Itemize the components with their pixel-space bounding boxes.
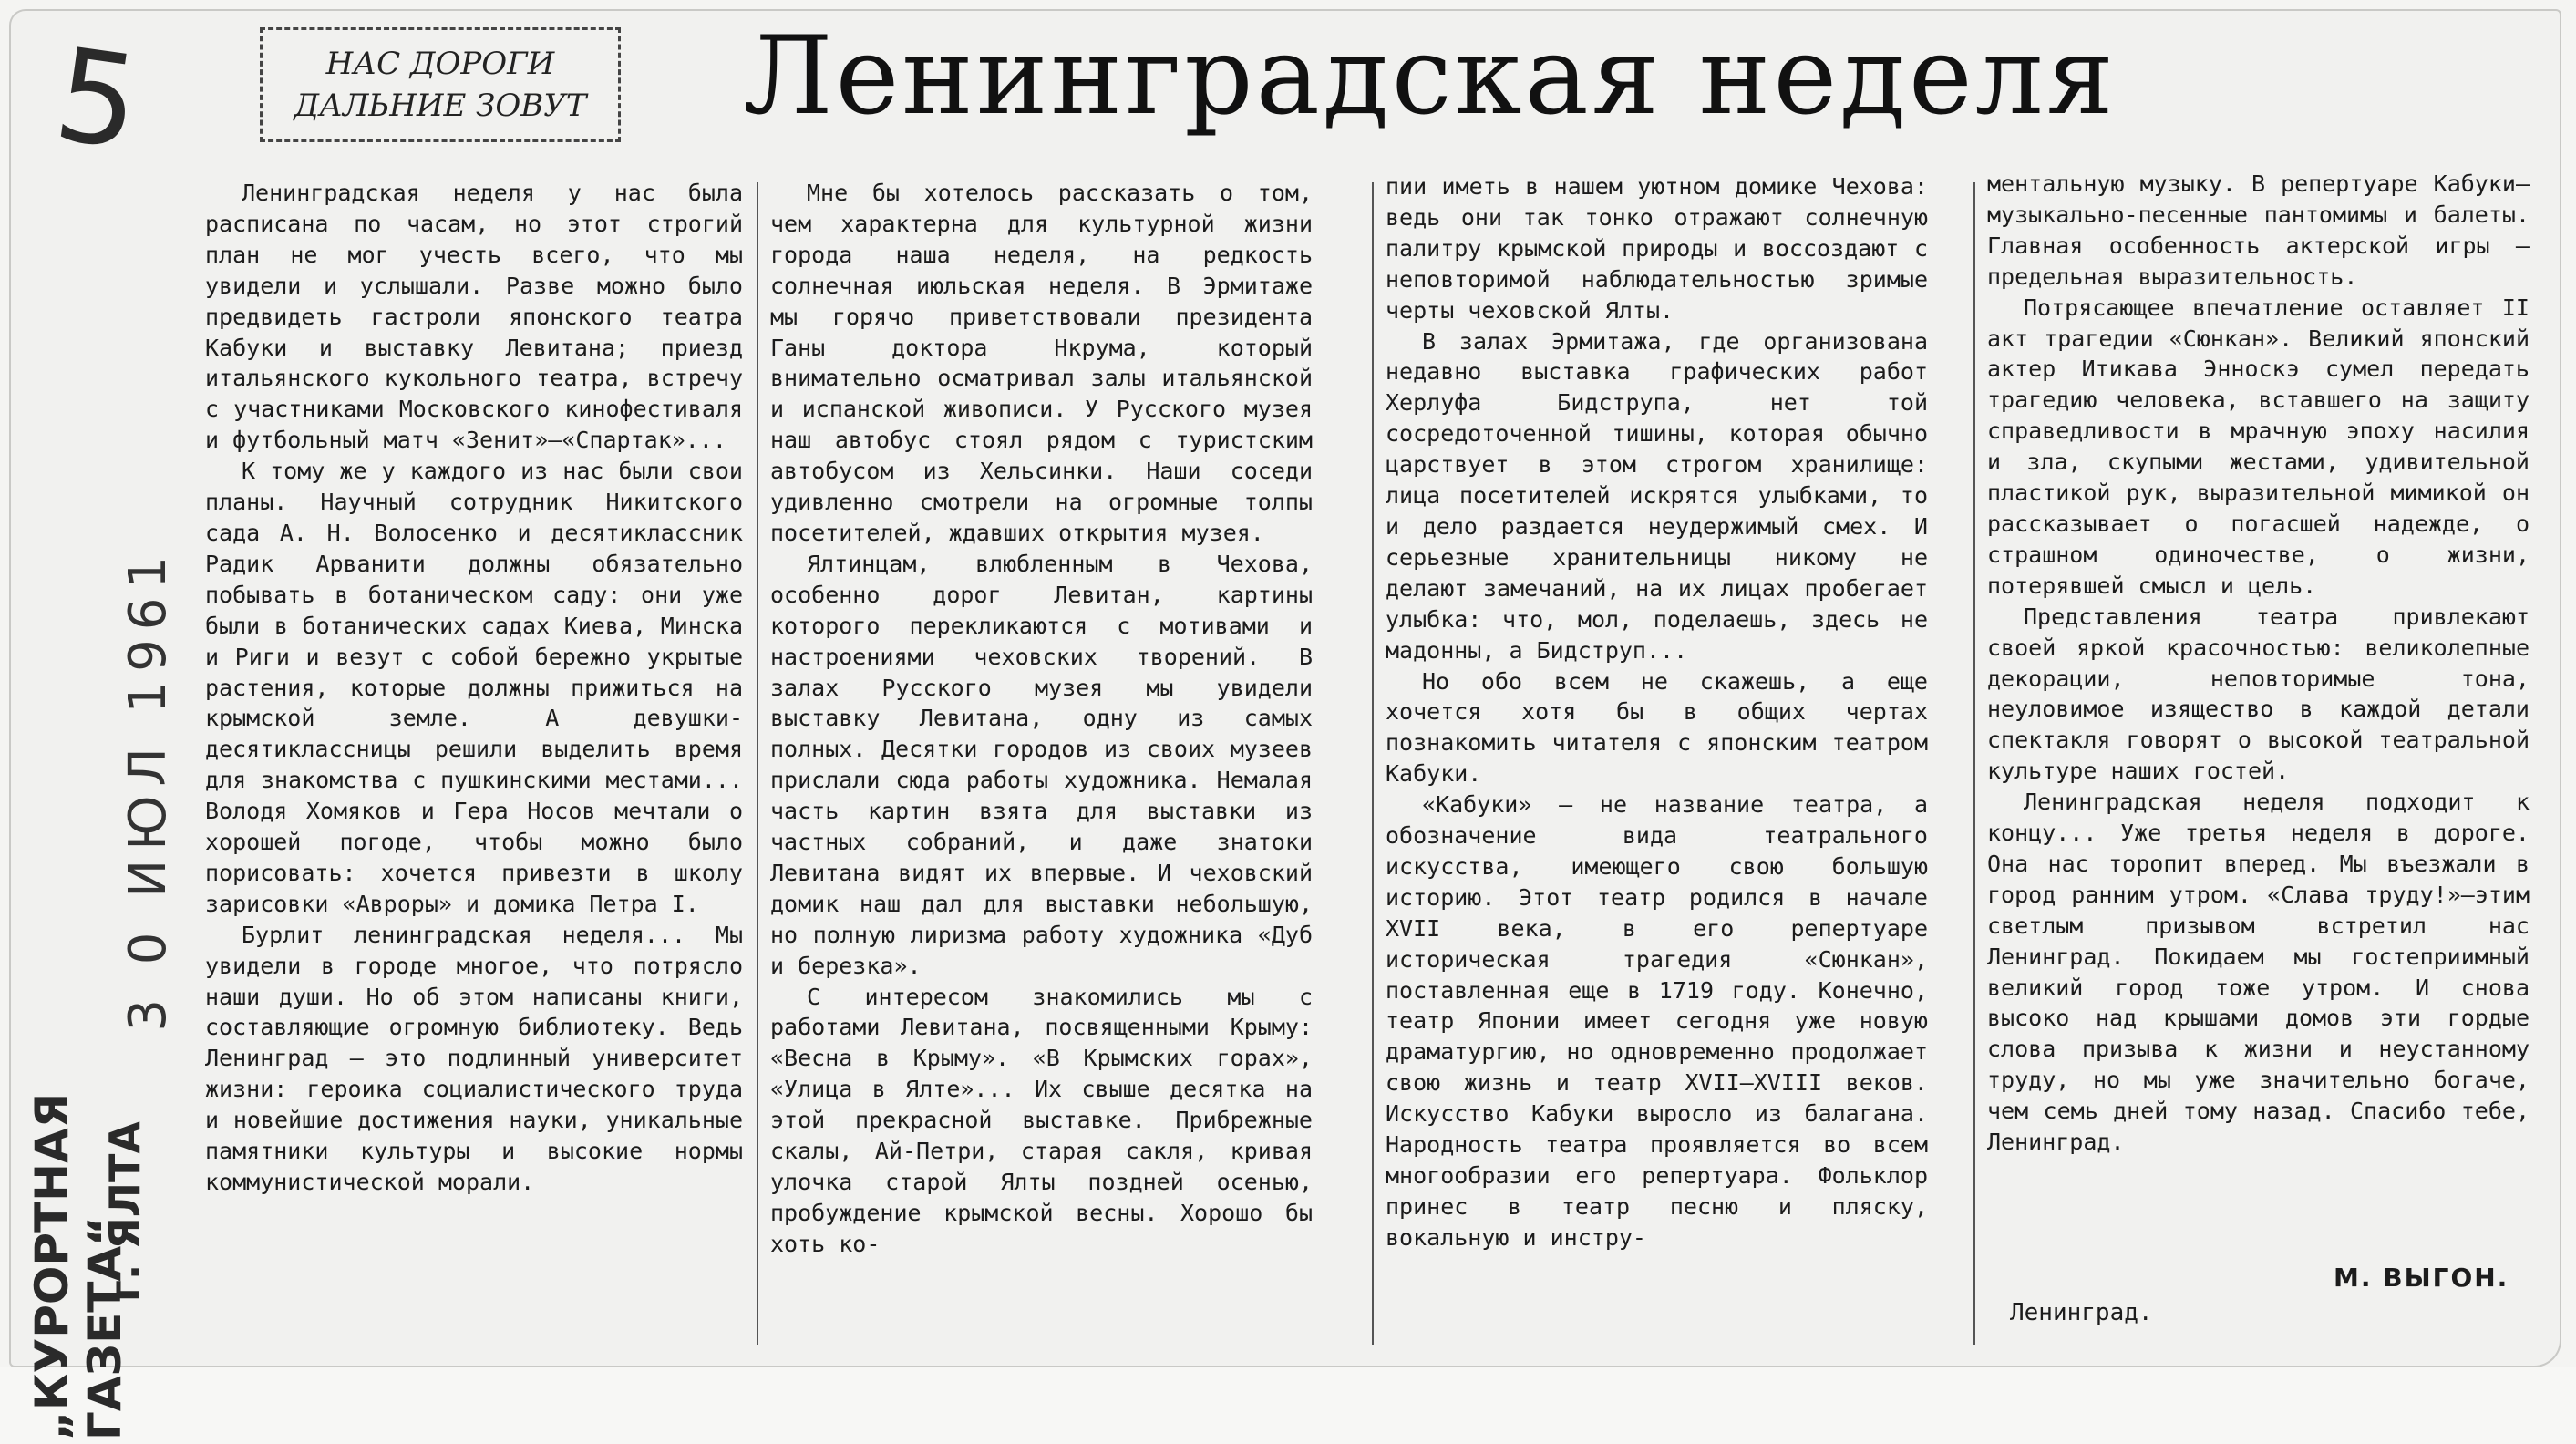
author-signature: М. ВЫГОН.	[2334, 1263, 2509, 1293]
rubric-box	[260, 27, 621, 142]
paragraph: Ялтинцам, влюбленным в Чехова, особенно дорог Левитан, картины которого перекликаются с мотивами и настроениями чеховских творений. В залах Русского музея мы увидели выставку Левитана, одну из самых полных. Десятки городов из своих музеев прислали сюда работы художника. Немалая часть картин взята для выставки из частных собраний, и даже знатоки Левитана видят их впервые. И чеховский домик наш дал для выставки небольшую, но полную лиризма работу художника «Дуб и березка».	[770, 550, 1313, 979]
source-stamp	[9, 912, 173, 1440]
newspaper-name: „КУРОРТНАЯ ГАЗЕТА“	[26, 1092, 131, 1440]
article-headline: Ленинградская неделя	[743, 13, 2117, 139]
article-column-2	[770, 178, 1313, 1349]
paragraph: «Кабуки» — не название театра, а обозначение вида театрального искусства, имеющего свою большую историю. Этот театр родился в начале XVII века, в его репертуаре историческая трагедия «Сюнкан», поставленная еще в 1719 году. Конечно, театр Японии имеет сегодня уже новую драматургию, но одновременно продолжает свою жизнь и театр XVII—XVIII веков. Искусство Кабуки выросло из балагана. Народность театра проявляется во всем многообразии его репертуара. Фольклор принес в театр песню и пляску, вокальную и инстру-	[1386, 791, 1928, 1251]
paragraph: Потрясающее впечатление оставляет II акт трагедии «Сюнкан». Великий японский актер Итикава Энноскэ сумел передать трагедию человека, вставшего на защиту справедливости в мрачную эпоху насилия и зла, скупыми жестами, удивительной пластикой рук, выразительной мимикой он рассказывает о погасшей надежде, о страшном одиночестве, о жизни, потерявшей смысл и цель.	[1987, 294, 2530, 599]
article-column-4	[1987, 169, 2530, 1340]
rubric-line-1: НАС ДОРОГИ	[325, 46, 555, 82]
paragraph: пии иметь в нашем уютном домике Чехова: ведь они так тонко отражают солнечную палитру крымской природы и воссоздают с неповторимой наблюдательностью зримые черты чеховской Ялты.	[1386, 173, 1928, 324]
paragraph: Ленинградская неделя у нас была расписана по часам, но этот строгий план не мог учесть всего, что мы увидели и услышали. Разве можно было предвидеть гастроли японского театра Кабуки и выставку Левитана; приезд итальянского кукольного театра, встречу с участниками Московского кинофестиваля и футбольный матч «Зенит»—«Спартак»...	[205, 180, 743, 454]
rubric-line-2: ДАЛЬНИЕ ЗОВУТ	[294, 88, 587, 124]
paragraph: Ленинградская неделя подходит к концу... Уже третья неделя в дороге. Она нас торопит вперед. Мы въезжали в город ранним утром. «Слава труду!»—этим светлым призывом встретил нас Ленинград. Покидаем мы гостеприимный великий город тоже утром. И снова высоко над крышами домов эти гордые слова призыва к жизни и неустанному труду, но мы уже значительно богаче, чем семь дней тому назад. Спасибо тебе, Ленинград.	[1987, 789, 2530, 1156]
article-column-3	[1386, 171, 1928, 1343]
paragraph: С интересом знакомились мы с работами Левитана, посвященными Крыму: «Весна в Крыму». «В Крымских горах», «Улица в Ялте»... Их свыше десятка на этой прекрасной выставке. Прибрежные скалы, Ай-Петри, старая сакля, кривая улочка старой Ялты поздней осенью, пробуждение крымской весны. Хорошо бы хоть ко-	[770, 983, 1313, 1257]
article-column-1	[205, 178, 743, 1349]
background-strip	[0, 1367, 2576, 1444]
paragraph: В залах Эрмитажа, где организована недавно выставка графических работ Херлуфа Бидструпа, нет той сосредоточенной тишины, которая обычно царствует в этом строгом хранилище: лица посетителей искрятся улыбками, то и дело раздается неудержимый смех. И серьезные хранительницы никому не делают замечаний, на их лицах пробегает улыбка: что, мол, поделаешь, здесь не мадонны, а Бидструп...	[1386, 327, 1928, 664]
paragraph: К тому же у каждого из нас были свои планы. Научный сотрудник Никитского сада А. Н. Волосенко и десятиклассник Радик Арванити должны обязательно побывать в ботаническом саду: они уже были в ботанических садах Киева, Минска и Риги и везут с собой бережно укрытые растения, которые должны прижиться на крымской земле. А девушки-десятиклассницы решили выделить время для знакомства с пушкинскими местами... Володя Хомяков и Гера Носов мечтали о хорошей погоде, чтобы можно было порисовать: хочется привезти в школу зарисовки «Авроры» и домика Петра I.	[205, 458, 743, 917]
paragraph: Мне бы хотелось рассказать о том, чем характерна для культурной жизни города наша неделя, на редкость солнечная июльская неделя. В Эрмитаже мы горячо приветствовали президента Ганы доктора Нкрума, который внимательно осматривал залы итальянской и испанской живописи. У Русского музея наш автобус стоял рядом с туристским автобусом из Хельсинки. Наши соседи удивленно смотрели на огромные толпы посетителей, ждавших открытия музея.	[770, 180, 1313, 546]
paragraph: Бурлит ленинградская неделя... Мы увидели в городе многое, что потрясло наши души. Но об этом написаны книги, составляющие огромную библиотеку. Ведь Ленинград — это подлинный университет жизни: героика социалистического труда и новейшие достижения науки, уникальные памятники культуры и высокие нормы коммунистической морали.	[205, 921, 743, 1195]
newspaper-city: г. ЯЛТА	[100, 1121, 149, 1303]
paragraph: Но обо всем не скажешь, а еще хочется хотя бы в общих чертах познакомить читателя с японским театром Кабуки.	[1386, 667, 1928, 788]
handwritten-note: 5	[46, 20, 148, 180]
column-divider	[1973, 182, 1975, 1345]
column-divider	[757, 182, 758, 1345]
dateline-place: Ленинград.	[2010, 1299, 2153, 1326]
column-divider	[1372, 182, 1374, 1345]
date-stamp: 3 0 ИЮЛ 1961	[118, 547, 178, 1032]
paragraph: Представления театра привлекают своей яркой красочностью: великолепные декорации, неповторимые тона, неуловимое изящество в каждой детали спектакля говорят о высокой театральной культуре наших гостей.	[1987, 603, 2530, 785]
paragraph: ментальную музыку. В репертуаре Кабуки—музыкально-песенные пантомимы и балеты. Главная особенность актерской игры — предельная выразительность.	[1987, 170, 2530, 290]
